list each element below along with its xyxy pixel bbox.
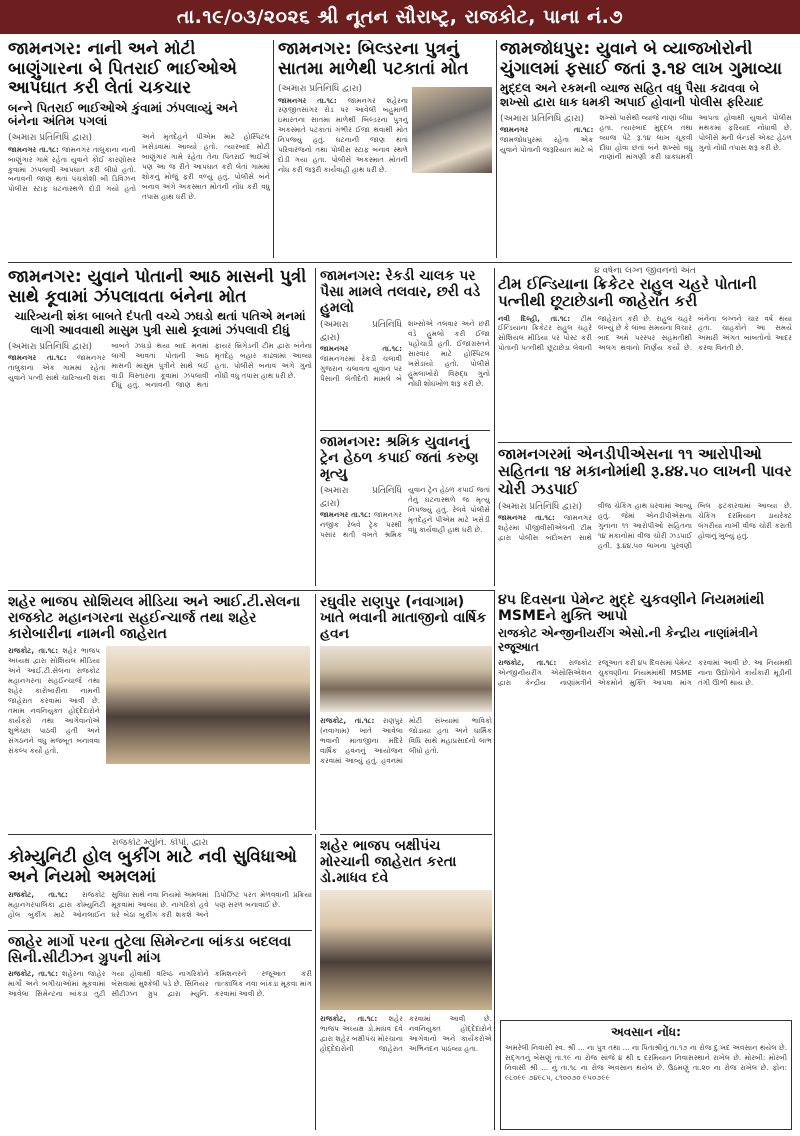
story-builder-headline: જામનગર: બિલ્ડરના પુત્રનું સાતમા માળેથી પટકાતાં મોત (278, 40, 469, 79)
story-obc-dateline: રાજકોટ, તા.૧૮: (320, 1014, 378, 1024)
story-moneylenders-headline: જામજોધપુર: યુવાને બે વ્યાજખોરોની ચુંગાલમાં ફસાઈ જતાં રૂ.૧૪ લાખ ગુમાવ્યા (500, 40, 783, 79)
column-divider (494, 590, 495, 1130)
story-benches-headline: જાહેર માર્ગો પરના તુટેલા સિમેન્ટના બાંકડા બદલવા સિની.સીટીઝન ગ્રુપની માંગ (8, 934, 292, 967)
story-train (320, 434, 490, 586)
story-cart-body (320, 319, 490, 389)
story-builder-kicker: (અમારા પ્રતિનિધિ દ્વારા) (278, 84, 363, 95)
page-header (0, 0, 800, 34)
story-cart-headline: જામનગર: રેકડી ચાલક પર પૈસા મામલે તલવાર, છરી વડે હુમલો (320, 268, 481, 317)
story-banugar-body (8, 132, 270, 202)
story-community-hall (8, 838, 312, 926)
story-rahul-kicker: ૪ વર્ષના લગ્ન જીવનનો અંત (594, 266, 696, 276)
story-moneylenders-subhead: મુદ્દલ અને રકમની વ્યાજ સહિત વધુ પૈસા કઢાવવા બે શખ્સો દ્વારા ધાક ધમકી અપાઈ હોવાની પોલીસ ફરિયાદ (500, 81, 764, 109)
story-cart-text: જામનગરમાં રેકડી ચલાવી ગુજરાન ચલાવતા યુવાન પર પૈસાની લેતીદેતી મામલે બે શખ્સોએ તલવાર અને છરી વડે હુમલો કરી ઈજા પહોંચાડી હતી. ઈજાગ્રસ્તને સારવાર માટે હોસ્પિટલ ખસેડાયો હતો. પોલીસે હુમલાખોરો વિરુદ્ધ ગુનો નોંધી શોધખોળ શરૂ કરી છે. (320, 319, 490, 388)
story-banugar-dateline: જામનગર તા.૧૮: (8, 144, 59, 154)
story-benches-dateline: રાજકોટ, તા.૧૮: (8, 969, 58, 979)
column-divider (315, 594, 316, 830)
story-obc-morcha (320, 838, 492, 1130)
group-photo (106, 646, 310, 764)
story-benches-text: શહેરના જાહેર માર્ગો અને બગીચાઓમાં મૂકવામાં આવેલા સિમેન્ટના બાંકડા તુટી ગયા હોવાથી વરિષ્ઠ નાગરિકોને બેસવામાં મુશ્કેલી પડે છે. સિનિયર સીટીઝન ગ્રુપ દ્વારા મ્યુનિ. કમિશનરને રજૂઆત કરી તાત્કાલિક નવા બાંકડા મૂકવા માંગ કરવામાં આવી છે. (8, 969, 312, 999)
story-builder-son (278, 40, 493, 258)
story-banugar-subhead: બન્ને પિતરાઈ ભાઈઓએ કુંવામાં ઝંપલાવ્યું અને બંનેના અંતિમ પગલાં (8, 100, 238, 129)
column-divider (494, 268, 495, 586)
story-daughter-text: જામનગર તાલુકાના એક ગામમાં રહેતા યુવાને પત્ની સાથે ચારિત્ર્યની શંકા બાબતે ઝઘડો થયા બાદ મનમાં લાગી આવતાં પોતાની આઠ માસની માસુમ પુત્રીને સાથે લઈ વાડી વિસ્તારના કૂવામાં ઝંપલાવી દીધું હતું. બનાવની જાણ થતાં ફાયર બ્રિગેડની ટીમ દ્વારા બંનેના મૃતદેહ બહાર કાઢવામાં આવ્યા હતા. પોલીસે બનાવ અંગે ગુનો નોંધી વધુ તપાસ હાથ ધરી છે. (8, 340, 312, 390)
story-rahul-chahar (498, 266, 792, 440)
row-divider (8, 590, 494, 591)
story-banugar-text: જામનગર તાલુકાના નાની બાણુંગાર ગામે રહેતા યુવાને કોઈ કારણોસર કુવામાં ઝંપલાવી આપઘાત કરી લીધો હતો. બનાવની જાણ થતાં પંચકોશી બી ડિવિઝન પોલીસ સ્ટાફ ઘટનાસ્થળે દોડી ગયો હતો અને મૃતદેહને પીએમ માટે હોસ્પિટલ ખસેડવામાં આવ્યો હતો. ત્યારબાદ મોટી બાણુંગાર ગામે રહેતા તેના પિતરાઈ ભાઈએ પણ આ જ રીતે આપઘાત કરી લેતાં ગામમાં શોકનું મોજું ફરી વળ્યું હતું. પોલીસે બંને બનાવ અંગે અકસ્માત મોતની નોંધ કરી વધુ તપાસ હાથ ધરી છે. (8, 132, 270, 201)
story-itcell-dateline: રાજકોટ, તા.૧૮: (8, 646, 59, 656)
story-msme-headline: ૪૫ દિવસના પેમેન્ટ મુદ્દે ચુકવણીને નિયમમાંથી MSMEને મુક્તિ આપો (498, 592, 765, 625)
story-benches-body (8, 969, 312, 999)
story-train-dateline: જામનગર તા.૧૮: (320, 510, 371, 520)
portrait-photo (412, 87, 492, 173)
story-banugar-headline: જામનગર: નાની અને મોટી બાણુંગારના બે પિતરાઈ ભાઈઓએ આપઘાત કરી લેતાં ચકચાર (8, 40, 237, 99)
story-daughter-dateline: જામનગર તા.૧૮: (8, 353, 67, 363)
story-hall-body (8, 890, 312, 920)
story-havan-dateline: રાજકોટ, તા.૧૮: (320, 716, 375, 726)
story-moneylenders-body (500, 113, 792, 163)
row-divider (8, 262, 792, 263)
column-divider (315, 268, 316, 586)
story-havan-body (320, 716, 492, 766)
story-hall-dateline: રાજકોટ, તા.૧૮: (8, 890, 68, 900)
story-train-kicker: (અમારા પ્રતિનિધિ દ્વારા) (320, 486, 402, 509)
page-header-text: તા.૧૯/૦૩/૨૦૨૬ શ્રી નૂતન સૌરાષ્ટ્ર, રાજકોટ, પાના નં.૭ (176, 6, 624, 28)
story-daughter-headline: જામનગર: યુવાને પોતાની આઠ માસની પુત્રી સાથે કૂવામાં ઝંપલાવતા બંનેના મોત (8, 268, 307, 307)
story-itcell-text: શહેર ભાજપ અધ્યક્ષ દ્વારા સોશિયલ મીડિયા અને આઈ.ટી.સેલના રાજકોટ મહાનગરના સહઈન્ચાર્જ તથા શહેર કારોબારીના નામની જાહેરાત કરવામાં આવી છે. તમામ નવનિયુક્ત હોદ્દેદારોને કાર્યકરો તથા આગેવાનોએ શુભેચ્છા પાઠવી હતી અને સંગઠનને વધુ મજબૂત બનાવવા સંકલ્પ કર્યો હતો. (8, 646, 100, 755)
story-power-body (498, 501, 792, 551)
story-daughter-well (8, 268, 312, 586)
column-divider (496, 40, 497, 258)
story-builder-dateline: જામનગર તા.૧૮: (278, 95, 337, 105)
story-train-body (320, 485, 490, 540)
story-train-text: જામનગર નજીક રેલવે ટ્રેક પરથી પસાર થતી વખતે શ્રમિક યુવાન ટ્રેન હેઠળ કપાઈ જતાં તેનું ઘટનાસ્થળે જ મૃત્યુ નિપજ્યું હતું. રેલવે પોલીસે મૃતદેહને પીએમ માટે ખસેડી વધુ કાર્યવાહી હાથ ધરી છે. (320, 485, 490, 539)
story-power-kicker: (અમારા પ્રતિનિધિ દ્વારા) (498, 501, 583, 512)
column-divider (273, 40, 274, 258)
story-power-dateline: જામનગર તા.૧૮: (498, 513, 555, 523)
story-rahul-text: ટીમ ઈન્ડિયાના ક્રિકેટર રાહુલ ચહરે સોશિયલ મીડિયા પર પોસ્ટ કરી પોતાની પત્નીથી છૂટાછેડા લેવાની જાહેરાત કરી છે. રાહુલ ચહરે લખ્યું છે કે લાંબા સમયના વિચાર બાદ અમે પરસ્પર સહમતીથી અલગ થવાનો નિર્ણય કર્યો છે. બંનેના લગ્નને ચાર વર્ષ થયા હતા. ચાહકોને આ સમયે અમારી અંગત બાબતોનો આદર કરવા વિનંતી છે. (498, 313, 792, 353)
story-train-headline: જામનગર: શ્રમિક યુવાનનું ટ્રેન હેઠળ કપાઈ જતાં કરુણ મૃત્યુ (320, 434, 479, 483)
story-power-theft (498, 446, 792, 586)
story-msme (498, 592, 792, 820)
story-msme-dateline: રાજકોટ, તા.૧૮: (498, 657, 557, 667)
story-msme-subhead: રાજકોટ એન્જીનીયરીંગ એસો.ની કેન્દ્રીય નાણાંમંત્રીને રજૂઆત (498, 626, 758, 654)
story-rahul-dateline: નવી દિલ્હી, તા.૧૮: (498, 313, 571, 323)
story-havan-text: રાણપુર (નવાગામ) ખાતે આવેલા ભવાની માતાજીના મંદિરે વાર્ષિક હવનનું આયોજન કરવામાં આવ્યું હતું. હવનમાં મોટી સંખ્યામાં ભાવિકો જોડાયા હતા અને ધાર્મિક વિધિ સાથે મહાપ્રસાદનો લાભ લીધો હતો. (320, 716, 492, 766)
story-power-headline: જામનગરમાં એનડીપીએસના ૧૧ આરોપીઓ સહિતના ૧૪ મકાનોમાંથી રૂ.૪૪.૫૦ લાખની પાવર ચોરી ઝડપાઈ (498, 446, 792, 498)
story-daughter-subhead: ચારિત્ર્યની શંકા બાબતે દંપતી વચ્ચે ઝઘડો થતાં પતિએ મનમાં લાગી આવવાથી માસુમ પુત્રી સાથે કૂવામાં ઝંપલાવી દીધું (14, 309, 306, 337)
story-benches (8, 934, 312, 1130)
obituary-notice (500, 1020, 792, 1130)
row-divider (8, 834, 312, 835)
story-daughter-kicker: (અમારા પ્રતિનિધિ દ્વારા) (8, 341, 93, 352)
story-banugar-kicker: (અમારા પ્રતિનિધિ દ્વારા) (8, 133, 93, 144)
story-msme-text: રાજકોટ એન્જીનીયરીંગ એસોસિએશન દ્વારા કેન્દ્રીય નાણાંમંત્રીને રજૂઆત કરી ૪૫ દિવસમાં પેમેન્ટ ચુકવણીના નિયમમાંથી MSME એકમોને મુક્તિ આપવા માંગ કરવામાં આવી છે. આ નિયમથી નાના ઉદ્યોગોને કાર્યકારી મૂડીની તંગી ઊભી થાય છે. (498, 657, 792, 687)
story-bjp-itcell (8, 594, 312, 830)
row-divider (8, 930, 312, 931)
story-builder-body (278, 83, 408, 175)
story-moneylenders-dateline: જામનગર તા.૧૮: (500, 125, 594, 135)
story-rahul-headline: ટીમ ઈન્ડિયાના ક્રિકેટર રાહુલ ચહરે પોતાની પત્નીથી છૂટાછેડાની જાહેરાત કરી (498, 275, 757, 311)
notice-title: અવસાન નોંધ: (611, 1025, 681, 1039)
row-divider (320, 834, 492, 835)
obc-group-photo (320, 890, 492, 1010)
story-cart-attack (320, 268, 490, 428)
story-moneylenders-text: જામજોધપુરમાં રહેતા એક યુવાને પોતાની જરૂરિયાત માટે બે શખ્સો પાસેથી વ્યાજે નાણાં લીધા હતા. ત્યારબાદ મુદ્દલ તથા વ્યાજ પેટે રૂ.૧૪ લાખ ચૂકવી દીધા હોવા છતાં બંને શખ્સો વધુ નાણાંની માંગણી કરી ધાકધમકી આપતા હોવાથી યુવાને પોલીસ મથકમાં ફરિયાદ નોંધાવી છે. પોલીસે મની લેન્ડર્સ એક્ટ હેઠળ ગુનો નોંધી તપાસ શરૂ કરી છે. (500, 112, 792, 162)
column-divider (315, 834, 316, 1130)
story-itcell-body (8, 646, 100, 755)
story-itcell-headline: શહેર ભાજપ સોશિયલ મીડિયા અને આઈ.ટી.સેલના રાજકોટ મહાનગરના સહઈન્ચાર્જ તથા શહેર કારોબારીના નામની જાહેરાત (8, 594, 301, 643)
story-obc-headline: શહેર ભાજપ બક્ષીપંચ મોરચાની જાહેરાત કરતા ડો.માધવ દવે (320, 838, 457, 887)
story-msme-body (498, 658, 792, 688)
story-havan-headline: રઘુવીર રાણપુર (નવાગામ) ખાતે ભવાની માતાજીનો વાર્ષિક હવન (320, 594, 487, 643)
section-divider (320, 430, 490, 431)
story-banugar (8, 40, 270, 258)
story-obc-body (320, 1014, 492, 1054)
story-hall-kicker: રાજકોટ મ્યુનિ. કોર્પો. દ્વારા (111, 838, 209, 848)
story-obc-text: શહેર ભાજપ અધ્યક્ષ ડો.માધવ દવે દ્વારા શહેર બક્ષીપંચ મોરચાના હોદ્દેદારોની જાહેરાત કરવામાં આવી છે. નવનિયુક્ત હોદ્દેદારોને આગેવાનો અને કાર્યકરોએ અભિનંદન પાઠવ્યા હતા. (320, 1014, 492, 1054)
story-cart-dateline: જામનગર તા.૧૮: (320, 344, 402, 354)
story-rahul-body (498, 314, 792, 354)
story-hall-text: રાજકોટ મહાનગરપાલિકા દ્વારા કોમ્યુનિટી હોલ બુકીંગ માટે ઓનલાઈન સુવિધા સાથે નવા નિયમો અમલમાં મૂકવામાં આવ્યા છે. નાગરિકો હવે ઘરે બેઠા બુકીંગ કરી શકશે અને ડિપોઝિટ પરત મેળવવાની પ્રક્રિયા પણ સરળ બનાવાઈ છે. (8, 890, 312, 919)
story-hall-headline: કોમ્યુનિટી હોલ બુકીંગ માટે નવી સુવિધાઓ અને નિયમો અમલમાં (8, 847, 297, 887)
story-builder-text: જામનગર શહેરના રણજીતસાગર રોડ પર આવેલી બહુમાળી ઇમારતના સાતમા માળેથી બિલ્ડરના પુત્રનું અકસ્માતે પટકાતાં ગંભીર ઈજા થવાથી મોત નિપજ્યું હતું. ઘટનાની જાણ થતાં પરિવારજનો તથા પોલીસ સ્ટાફ બનાવ સ્થળે દોડી ગયા હતા. પોલીસે અકસ્માત મોતની નોંધ કરી જરૂરી કાર્યવાહી હાથ ધરી છે. (278, 95, 408, 175)
story-daughter-body (8, 341, 312, 391)
havan-photo (320, 646, 492, 712)
story-cart-kicker: (અમારા પ્રતિનિધિ દ્વારા) (320, 320, 402, 343)
section-divider (498, 442, 792, 443)
story-moneylenders (500, 40, 792, 258)
story-power-text: જામનગર શહેરમાં પીજીવીસીએલની ટીમ દ્વારા પોલીસ બંદોબસ્ત સાથે વીજ ચેકિંગ હાથ ધરવામાં આવ્યું હતું. જેમાં એનડીપીએસના ગુનાના ૧૧ આરોપીઓ સહિતના ૧૪ મકાનોમાં વીજ ચોરી ઝડપાઈ હતી. રૂ.૪૪.૫૦ લાખના પુરવણી બિલ ફટકારવામાં આવ્યા છે. ચેકિંગ દરમિયાન ડાયરેક્ટ લંગરીયા નાખી વીજ ચોરી કરાતી હોવાનું ખુલ્યું હતું. (498, 500, 792, 550)
story-moneylenders-kicker: (અમારા પ્રતિનિધિ દ્વારા) (500, 113, 585, 124)
story-havan (320, 594, 492, 830)
notice-body: અમરેલી નિવાસી સ્વ. શ્રી ... ના પુત્ર તથા ... ના પિતાશ્રીનું તા.૧૭ ના રોજ દુઃખદ અવસાન થયેલ છે. સદ્ગતનું બેસણું તા.૧૯ ના રોજ સાંજે ૪ થી ૬ દરમિયાન નિવાસસ્થાને રાખેલ છે. મોરબી: મોરબી નિવાસી શ્રી ... નું તા.૧૮ ના રોજ અવસાન થયેલ છે. ઉઠમણું તા.૨૦ ના રોજ રાખેલ છે. ફોન: ૯૮૦૯૯ ૭૪૯૮૫, ૮૧૦૦૭૦ ૯૫૦૭૯૯ (505, 1043, 787, 1082)
